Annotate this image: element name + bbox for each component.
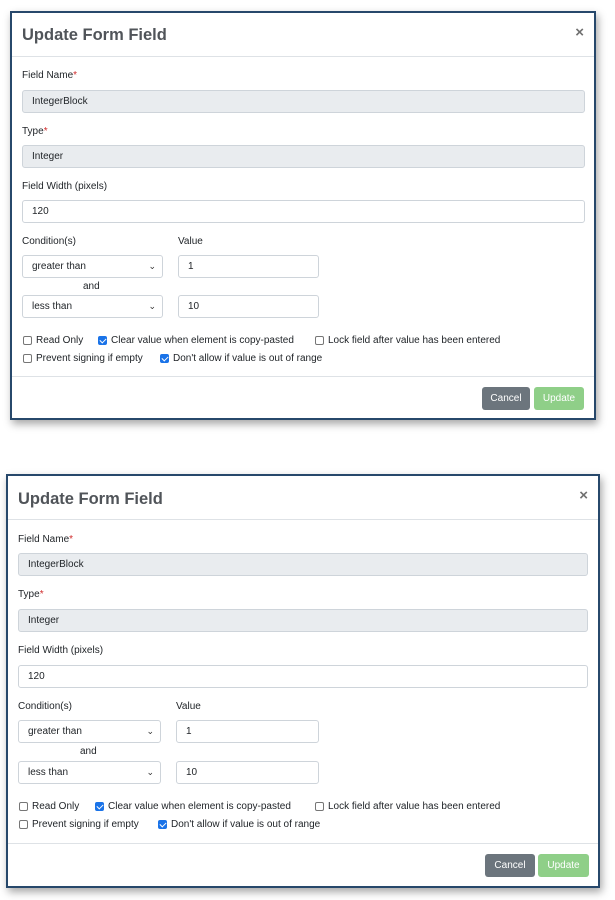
read-only-checkbox[interactable]: Read Only [23,335,83,346]
checkbox-icon[interactable] [95,802,104,811]
dialog-title: Update Form Field [22,26,167,44]
lock-field-checkbox[interactable]: Lock field after value has been entered [315,335,500,346]
field-width-label: Field Width (pixels) [18,645,104,656]
condition-value-1[interactable]: 1 [176,720,319,743]
checkbox-icon[interactable] [23,336,32,345]
prevent-signing-checkbox[interactable]: Prevent signing if empty [23,353,143,364]
clear-value-checkbox[interactable]: Clear value when element is copy-pasted [98,335,294,346]
update-button[interactable]: Update [534,387,584,410]
close-icon[interactable]: × [579,487,588,504]
type-label: Type* [22,126,48,137]
checkbox-icon[interactable] [160,354,169,363]
conditions-label: Condition(s) [22,236,76,247]
field-width-label: Field Width (pixels) [22,181,108,192]
checkbox-icon[interactable] [19,802,28,811]
field-name-label: Field Name* [18,534,74,545]
field-name-input[interactable]: IntegerBlock [22,90,585,113]
condition-value-1[interactable]: 1 [178,255,319,278]
checkbox-icon[interactable] [315,802,324,811]
checkbox-icon[interactable] [23,354,32,363]
checkbox-icon[interactable] [19,820,28,829]
checkbox-icon[interactable] [315,336,324,345]
condition-select-2[interactable]: less than ⌄ [18,761,161,784]
condition-select-2[interactable]: less than ⌄ [22,295,163,318]
condition-joiner: and [83,281,100,292]
dialog-title: Update Form Field [18,490,163,508]
update-form-field-dialog [10,11,596,420]
conditions-label: Condition(s) [18,701,72,712]
chevron-down-icon: ⌄ [148,301,156,311]
condition-select-1[interactable]: greater than ⌄ [18,720,161,743]
field-name-label: Field Name* [22,70,78,81]
type-label: Type* [18,589,44,600]
dialog-header [8,476,598,520]
field-width-input[interactable]: 120 [22,200,585,223]
chevron-down-icon: ⌄ [148,261,156,271]
out-of-range-checkbox[interactable]: Don't allow if value is out of range [160,353,322,364]
condition-value-2[interactable]: 10 [178,295,319,318]
lock-field-checkbox[interactable]: Lock field after value has been entered [315,801,500,812]
cancel-button[interactable]: Cancel [482,387,530,410]
footer-divider [8,843,598,844]
field-width-input[interactable]: 120 [18,665,588,688]
clear-value-checkbox[interactable]: Clear value when element is copy-pasted [95,801,291,812]
condition-joiner: and [80,746,97,757]
type-input[interactable]: Integer [18,609,588,632]
chevron-down-icon: ⌄ [146,726,154,736]
value-label: Value [176,701,201,712]
checkbox-icon[interactable] [98,336,107,345]
type-input[interactable]: Integer [22,145,585,168]
read-only-checkbox[interactable]: Read Only [19,801,79,812]
prevent-signing-checkbox[interactable]: Prevent signing if empty [19,819,139,830]
out-of-range-checkbox[interactable]: Don't allow if value is out of range [158,819,320,830]
field-name-input[interactable]: IntegerBlock [18,553,588,576]
checkbox-icon[interactable] [158,820,167,829]
update-form-field-dialog [6,474,600,888]
close-icon[interactable]: × [575,24,584,41]
update-button[interactable]: Update [538,854,589,877]
condition-select-1[interactable]: greater than ⌄ [22,255,163,278]
value-label: Value [178,236,203,247]
chevron-down-icon: ⌄ [146,767,154,777]
footer-divider [12,376,594,377]
cancel-button[interactable]: Cancel [485,854,535,877]
dialog-header [12,13,594,57]
condition-value-2[interactable]: 10 [176,761,319,784]
